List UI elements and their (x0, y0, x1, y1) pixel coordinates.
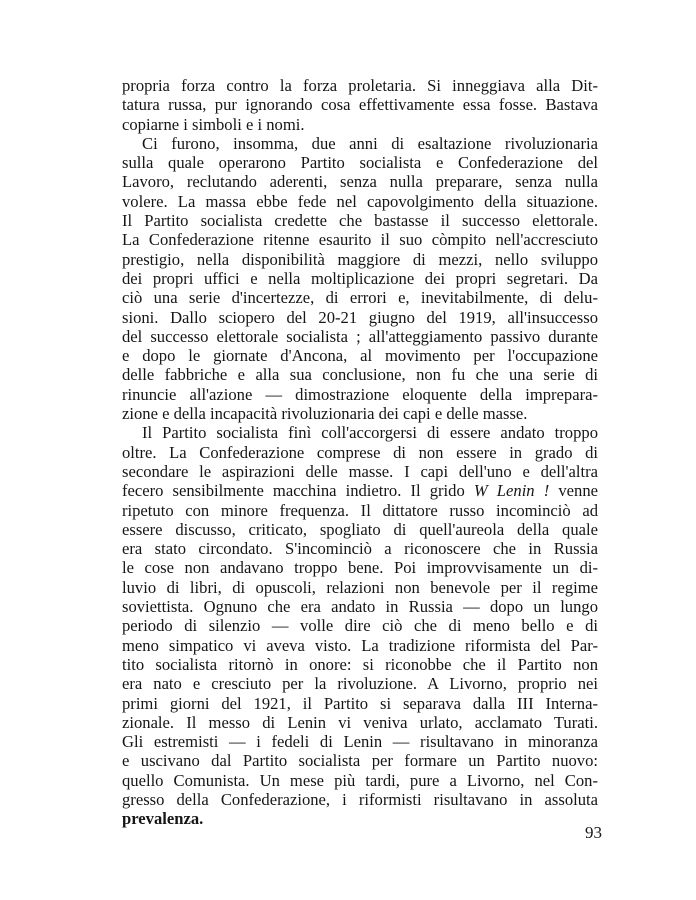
text-line: essere discusso, criticato, spogliato di quell'aureola della quale (122, 519, 598, 539)
text-line: le cose non andavano troppo bene. Poi improvvisamente un di- (122, 558, 598, 578)
text-line: La Confederazione ritenne esaurito il suo còmpito nell'accresciuto (122, 230, 598, 250)
text-line: gresso della Confederazione, i riformisti risultavano in assoluta (122, 789, 598, 809)
paragraph-3 (122, 423, 598, 828)
text-line: soviettista. Ognuno che era andato in Russia — dopo un lungo (122, 597, 598, 617)
text-line: ciò una serie d'incertezze, di errori e, inevitabilmente, di delu- (122, 288, 598, 308)
text-line: Lavoro, reclutando aderenti, senza nulla preparare, senza nulla (122, 172, 598, 192)
text-line: zionale. Il messo di Lenin vi veniva urlato, acclamato Turati. (122, 712, 598, 732)
text-line: periodo di silenzio — volle dire ciò che di meno bello e di (122, 616, 598, 636)
text-line: oltre. La Confederazione comprese di non essere in grado di (122, 442, 598, 462)
text-line: sulla quale operarono Partito socialista e Confederazione del (122, 153, 598, 173)
paragraph-2 (122, 134, 598, 423)
text-line: delle fabbriche e alla sua conclusione, non fu che una serie di (122, 365, 598, 385)
text-line: volere. La massa ebbe fede nel capovolgimento della situazione. (122, 191, 598, 211)
text-line: zione e della incapacità rivoluzionaria dei capi e delle masse. (122, 404, 528, 424)
text-line: secondare le aspirazioni delle masse. I capi dell'uno e dell'altra (122, 461, 598, 481)
text-line: Il Partito socialista credette che bastasse il successo elettorale. (122, 211, 598, 231)
text-line: Gli estremisti — i fedeli di Lenin — risultavano in minoranza (122, 732, 598, 752)
text-line: dei propri uffici e nella moltiplicazione dei propri segretari. Da (122, 268, 598, 288)
text-line: meno simpatico vi aveva visto. La tradizione riformista del Par- (122, 635, 598, 655)
page-number: 93 (585, 823, 602, 842)
text-line: primi giorni del 1921, il Partito si separava dalla III Interna- (122, 693, 598, 713)
text-line: del successo elettorale socialista ; all'atteggiamento passivo durante (122, 326, 598, 346)
text-line: era nato e cresciuto per la rivoluzione. A Livorno, proprio nei (122, 674, 598, 694)
text-line: prevalenza. (122, 809, 204, 829)
body-text (122, 76, 598, 829)
text-line: propria forza contro la forza proletaria. Si inneggiava alla Dit- (122, 76, 598, 95)
text-line: rinuncie all'azione — dimostrazione eloquente della imprepara- (122, 384, 598, 404)
text-line: Ci furono, insomma, due anni di esaltazione rivoluzionaria (142, 133, 598, 153)
text-line: e dopo le giornate d'Ancona, al movimento per l'occupazione (122, 346, 598, 366)
text-line: sioni. Dallo sciopero del 20-21 giugno del 1919, all'insuccesso (122, 307, 598, 327)
text-line: Il Partito socialista finì coll'accorgersi di essere andato troppo (142, 423, 598, 443)
text-line: tatura russa, pur ignorando cosa effettivamente essa fosse. Bastava (122, 95, 598, 115)
text-line: luvio di libri, di opuscoli, relazioni non benevole per il regime (122, 577, 598, 597)
text-line: era stato circondato. S'incominciò a riconoscere che in Russia (122, 539, 598, 559)
text-line: ripetuto con minore frequenza. Il dittatore russo incominciò ad (122, 500, 598, 520)
paragraph-1 (122, 76, 598, 134)
text-line: fecero sensibilmente macchina indietro. Il grido W Lenin ! venne (122, 481, 598, 501)
text-line: copiarne i simboli e i nomi. (122, 114, 305, 134)
text-line: quello Comunista. Un mese più tardi, pure a Livorno, nel Con- (122, 770, 598, 790)
text-line: tito socialista ritornò in onore: si riconobbe che il Partito non (122, 654, 598, 674)
text-line: prestigio, nella disponibilità maggiore di mezzi, nello sviluppo (122, 249, 598, 269)
text-line: e uscivano dal Partito socialista per formare un Partito nuovo: (122, 751, 598, 771)
